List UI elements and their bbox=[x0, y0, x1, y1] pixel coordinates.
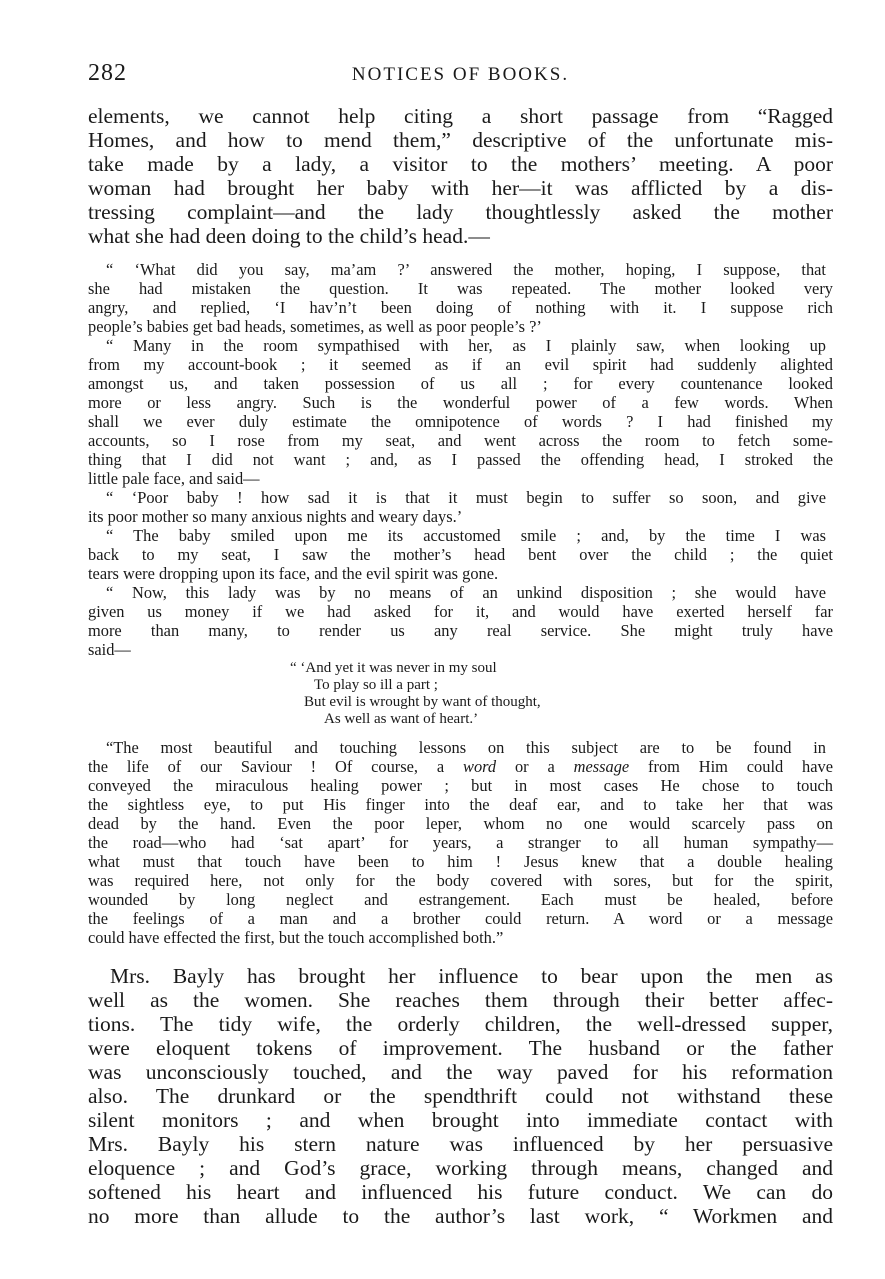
quote-line: the life of our Saviour ! Of course, a word or a message from Him could have bbox=[88, 757, 833, 776]
quote-line: “ Many in the room sympathised with her, as I plainly saw, when looking up bbox=[106, 336, 826, 355]
quote-line: wounded by long neglect and estrangement. Each must be healed, before bbox=[88, 890, 833, 909]
text-line: tions. The tidy wife, the orderly children, the well-dressed supper, bbox=[88, 1012, 833, 1036]
quote-line: more than many, to render us any real service. She might truly have bbox=[88, 621, 833, 640]
text-line: Homes, and how to mend them,” descriptive of the unfortunate mis- bbox=[88, 128, 833, 152]
quote-line: what must that touch have been to him ! Jesus knew that a double healing bbox=[88, 852, 833, 871]
poem-line: But evil is wrought by want of thought, bbox=[304, 694, 541, 710]
quote-line: more or less angry. Such is the wonderful power of a few words. When bbox=[88, 393, 833, 412]
text-line: silent monitors ; and when brought into immediate contact with bbox=[88, 1108, 833, 1132]
quote-line: conveyed the miraculous healing power ; but in most cases He chose to touch bbox=[88, 776, 833, 795]
text-line: woman had brought her baby with her—it was afflicted by a dis- bbox=[88, 176, 833, 200]
quote-line: “ ‘What did you say, ma’am ?’ answered the mother, hoping, I suppose, that bbox=[106, 260, 826, 279]
emphasis-word: word bbox=[463, 757, 497, 776]
quote-line: “The most beautiful and touching lessons on this subject are to be found in bbox=[106, 738, 826, 757]
emphasis-message: message bbox=[573, 757, 630, 776]
running-title: NOTICES OF BOOKS. bbox=[351, 64, 570, 85]
quote-line: little pale face, and said— bbox=[88, 469, 260, 488]
poem-line: “ ‘And yet it was never in my soul bbox=[290, 660, 497, 676]
text-line: was unconsciously touched, and the way paved for his reformation bbox=[88, 1060, 833, 1084]
text-line: well as the women. She reaches them through their better affec- bbox=[88, 988, 833, 1012]
quote-line: thing that I did not want ; and, as I passed the offending head, I stroked the bbox=[88, 450, 833, 469]
text-line: what she had deen doing to the child’s head.— bbox=[88, 224, 490, 248]
quote-line: accounts, so I rose from my seat, and went across the room to fetch some- bbox=[88, 431, 833, 450]
text-line: Mrs. Bayly his stern nature was influenced by her persuasive bbox=[88, 1132, 833, 1156]
text-line: softened his heart and influenced his future conduct. We can do bbox=[88, 1180, 833, 1204]
quote-line: “ ‘Poor baby ! how sad it is that it must begin to suffer so soon, and give bbox=[106, 488, 826, 507]
text-line: eloquence ; and God’s grace, working through means, changed and bbox=[88, 1156, 833, 1180]
quote-line: back to my seat, I saw the mother’s head bent over the child ; the quiet bbox=[88, 545, 833, 564]
text-line: were eloquent tokens of improvement. The husband or the father bbox=[88, 1036, 833, 1060]
quote-line: from my account-book ; it seemed as if an evil spirit had suddenly alighted bbox=[88, 355, 833, 374]
quote-line: “ Now, this lady was by no means of an unkind disposition ; she would have bbox=[106, 583, 826, 602]
quote-line: amongst us, and taken possession of us all ; for every countenance looked bbox=[88, 374, 833, 393]
text-line: Mrs. Bayly has brought her influence to bear upon the men as bbox=[110, 964, 833, 988]
poem-line: To play so ill a part ; bbox=[314, 677, 438, 693]
quote-line: angry, and replied, ‘I hav’n’t been doing of nothing with it. I suppose rich bbox=[88, 298, 833, 317]
quote-line: its poor mother so many anxious nights and weary days.’ bbox=[88, 507, 463, 526]
quote-line: the road—who had ‘sat apart’ for years, a stranger to all human sympathy— bbox=[88, 833, 833, 852]
quote-line: she had mistaken the question. It was repeated. The mother looked very bbox=[88, 279, 833, 298]
quote-line: given us money if we had asked for it, and would have exerted herself far bbox=[88, 602, 833, 621]
text-line: no more than allude to the author’s last work, “ Workmen and bbox=[88, 1204, 833, 1228]
quote-line: said— bbox=[88, 640, 131, 659]
page-header bbox=[88, 60, 833, 90]
poem-line: As well as want of heart.’ bbox=[324, 711, 479, 727]
quote-line: dead by the hand. Even the poor leper, whom no one would scarcely pass on bbox=[88, 814, 833, 833]
quote-line: tears were dropping upon its face, and the evil spirit was gone. bbox=[88, 564, 499, 583]
quote-line: “ The baby smiled upon me its accustomed smile ; and, by the time I was bbox=[106, 526, 826, 545]
quote-line: shall we ever duly estimate the omnipotence of words ? I had finished my bbox=[88, 412, 833, 431]
quote-line: the sightless eye, to put His finger into the deaf ear, and to take her that was bbox=[88, 795, 833, 814]
text-line: take made by a lady, a visitor to the mothers’ meeting. A poor bbox=[88, 152, 833, 176]
page-number: 282 bbox=[88, 60, 127, 86]
text-line: also. The drunkard or the spendthrift could not withstand these bbox=[88, 1084, 833, 1108]
quote-line: people’s babies get bad heads, sometimes, as well as poor people’s ?’ bbox=[88, 317, 542, 336]
text-line: tressing complaint—and the lady thoughtlessly asked the mother bbox=[88, 200, 833, 224]
quote-line: was required here, not only for the body covered with sores, but for the spirit, bbox=[88, 871, 833, 890]
text-line: elements, we cannot help citing a short passage from “Ragged bbox=[88, 104, 833, 128]
quote-line: could have effected the first, but the touch accomplished both.” bbox=[88, 928, 504, 947]
quote-line: the feelings of a man and a brother could return. A word or a message bbox=[88, 909, 833, 928]
